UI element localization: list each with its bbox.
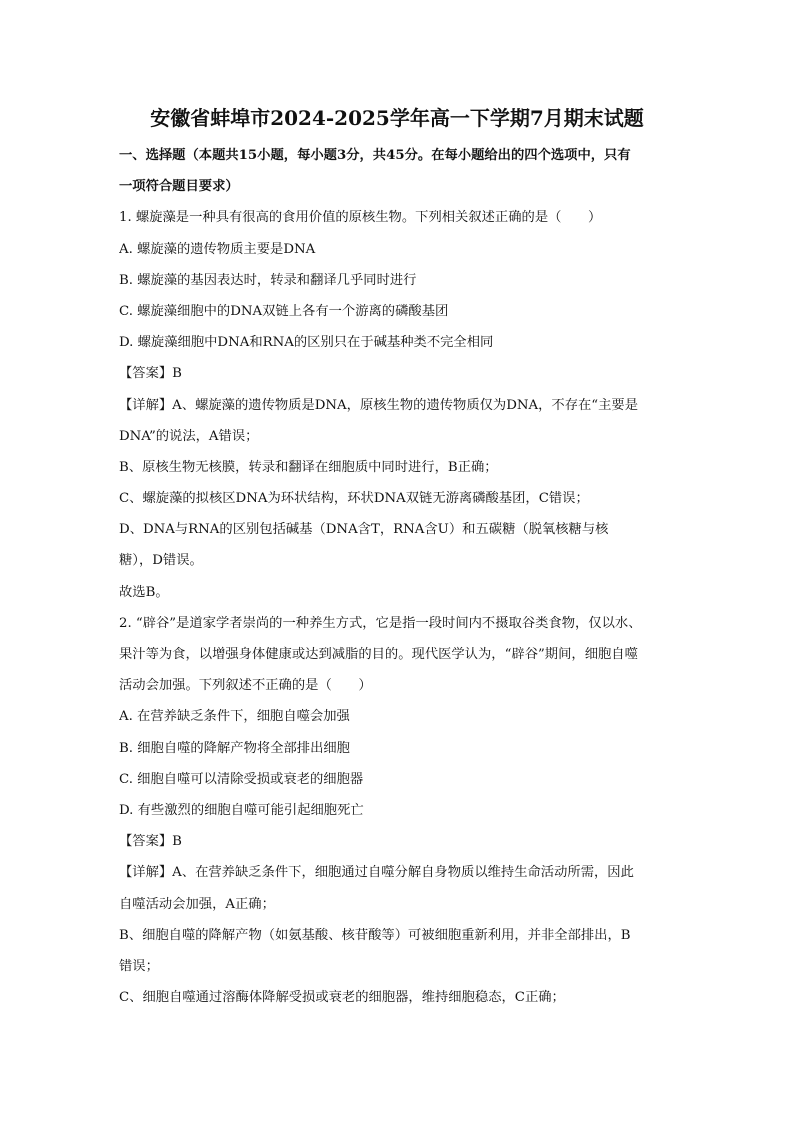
text-line: 故选B。 — [119, 584, 169, 600]
text-line: B. 细胞自噬的降解产物将全部排出细胞 — [119, 740, 350, 756]
text-line: 【详解】A、螺旋藻的遗传物质是DNA，原核生物的遗传物质仅为DNA，不存在“主要是 — [119, 397, 638, 413]
text-line: A. 在营养缺乏条件下，细胞自噬会加强 — [119, 709, 350, 725]
text-line: 2. “辟谷”是道家学者崇尚的一种养生方式，它是指一段时间内不摄取谷类食物，仅以水、 — [119, 615, 642, 631]
text-line: C、细胞自噬通过溶酶体降解受损或衰老的细胞器，维持细胞稳态，C正确； — [119, 990, 565, 1006]
text-line: C、螺旋藻的拟核区DNA为环状结构，环状DNA双链无游离磷酸基团，C错误； — [119, 491, 589, 507]
text-line: D. 螺旋藻细胞中DNA和RNA的区别只在于碱基种类不完全相同 — [119, 335, 494, 351]
text-line: DNA”的说法，A错误； — [119, 428, 259, 444]
text-line: B. 螺旋藻的基因表达时，转录和翻译几乎同时进行 — [119, 272, 417, 288]
text-line: A. 螺旋藻的遗传物质主要是DNA — [119, 241, 316, 257]
text-line: 错误； — [119, 958, 159, 974]
page-title: 安徽省蚌埠市2024-2025学年高一下学期7月期末试题 — [150, 106, 644, 130]
text-line: 【答案】B — [119, 366, 182, 382]
text-line: 糖），D错误。 — [119, 553, 203, 569]
text-line: B、原核生物无核膜，转录和翻译在细胞质中同时进行，B正确； — [119, 459, 498, 475]
document-body — [119, 140, 679, 1013]
text-line: 一、选择题（本题共15小题，每小题3分，共45分。在每小题给出的四个选项中，只有 — [119, 148, 631, 163]
text-line: C. 螺旋藻细胞中的DNA双链上各有一个游离的磷酸基团 — [119, 303, 449, 319]
text-line: 自噬活动会加强，A正确； — [119, 896, 275, 912]
text-line: C. 细胞自噬可以清除受损或衰老的细胞器 — [119, 771, 364, 787]
text-line: D. 有些激烈的细胞自噬可能引起细胞死亡 — [119, 802, 364, 818]
text-line: 一项符合题目要求） — [119, 179, 239, 195]
text-line: 1. 螺旋藻是一种具有很高的食用价值的原核生物。下列相关叙述正确的是（ ） — [119, 210, 602, 226]
text-line: D、DNA与RNA的区别包括碱基（DNA含T，RNA含U）和五碳糖（脱氧核糖与核 — [119, 522, 609, 538]
text-line: 【答案】B — [119, 834, 182, 850]
text-line: 活动会加强。下列叙述不正确的是（ ） — [119, 678, 372, 694]
text-line: 【详解】A、在营养缺乏条件下，细胞通过自噬分解自身物质以维持生命活动所需，因此 — [119, 865, 634, 881]
text-line: B、细胞自噬的降解产物（如氨基酸、核苷酸等）可被细胞重新利用，并非全部排出，B — [119, 927, 631, 943]
text-line: 果汁等为食，以增强身体健康或达到减脂的目的。现代医学认为，“辟谷”期间，细胞自噬 — [119, 647, 638, 662]
